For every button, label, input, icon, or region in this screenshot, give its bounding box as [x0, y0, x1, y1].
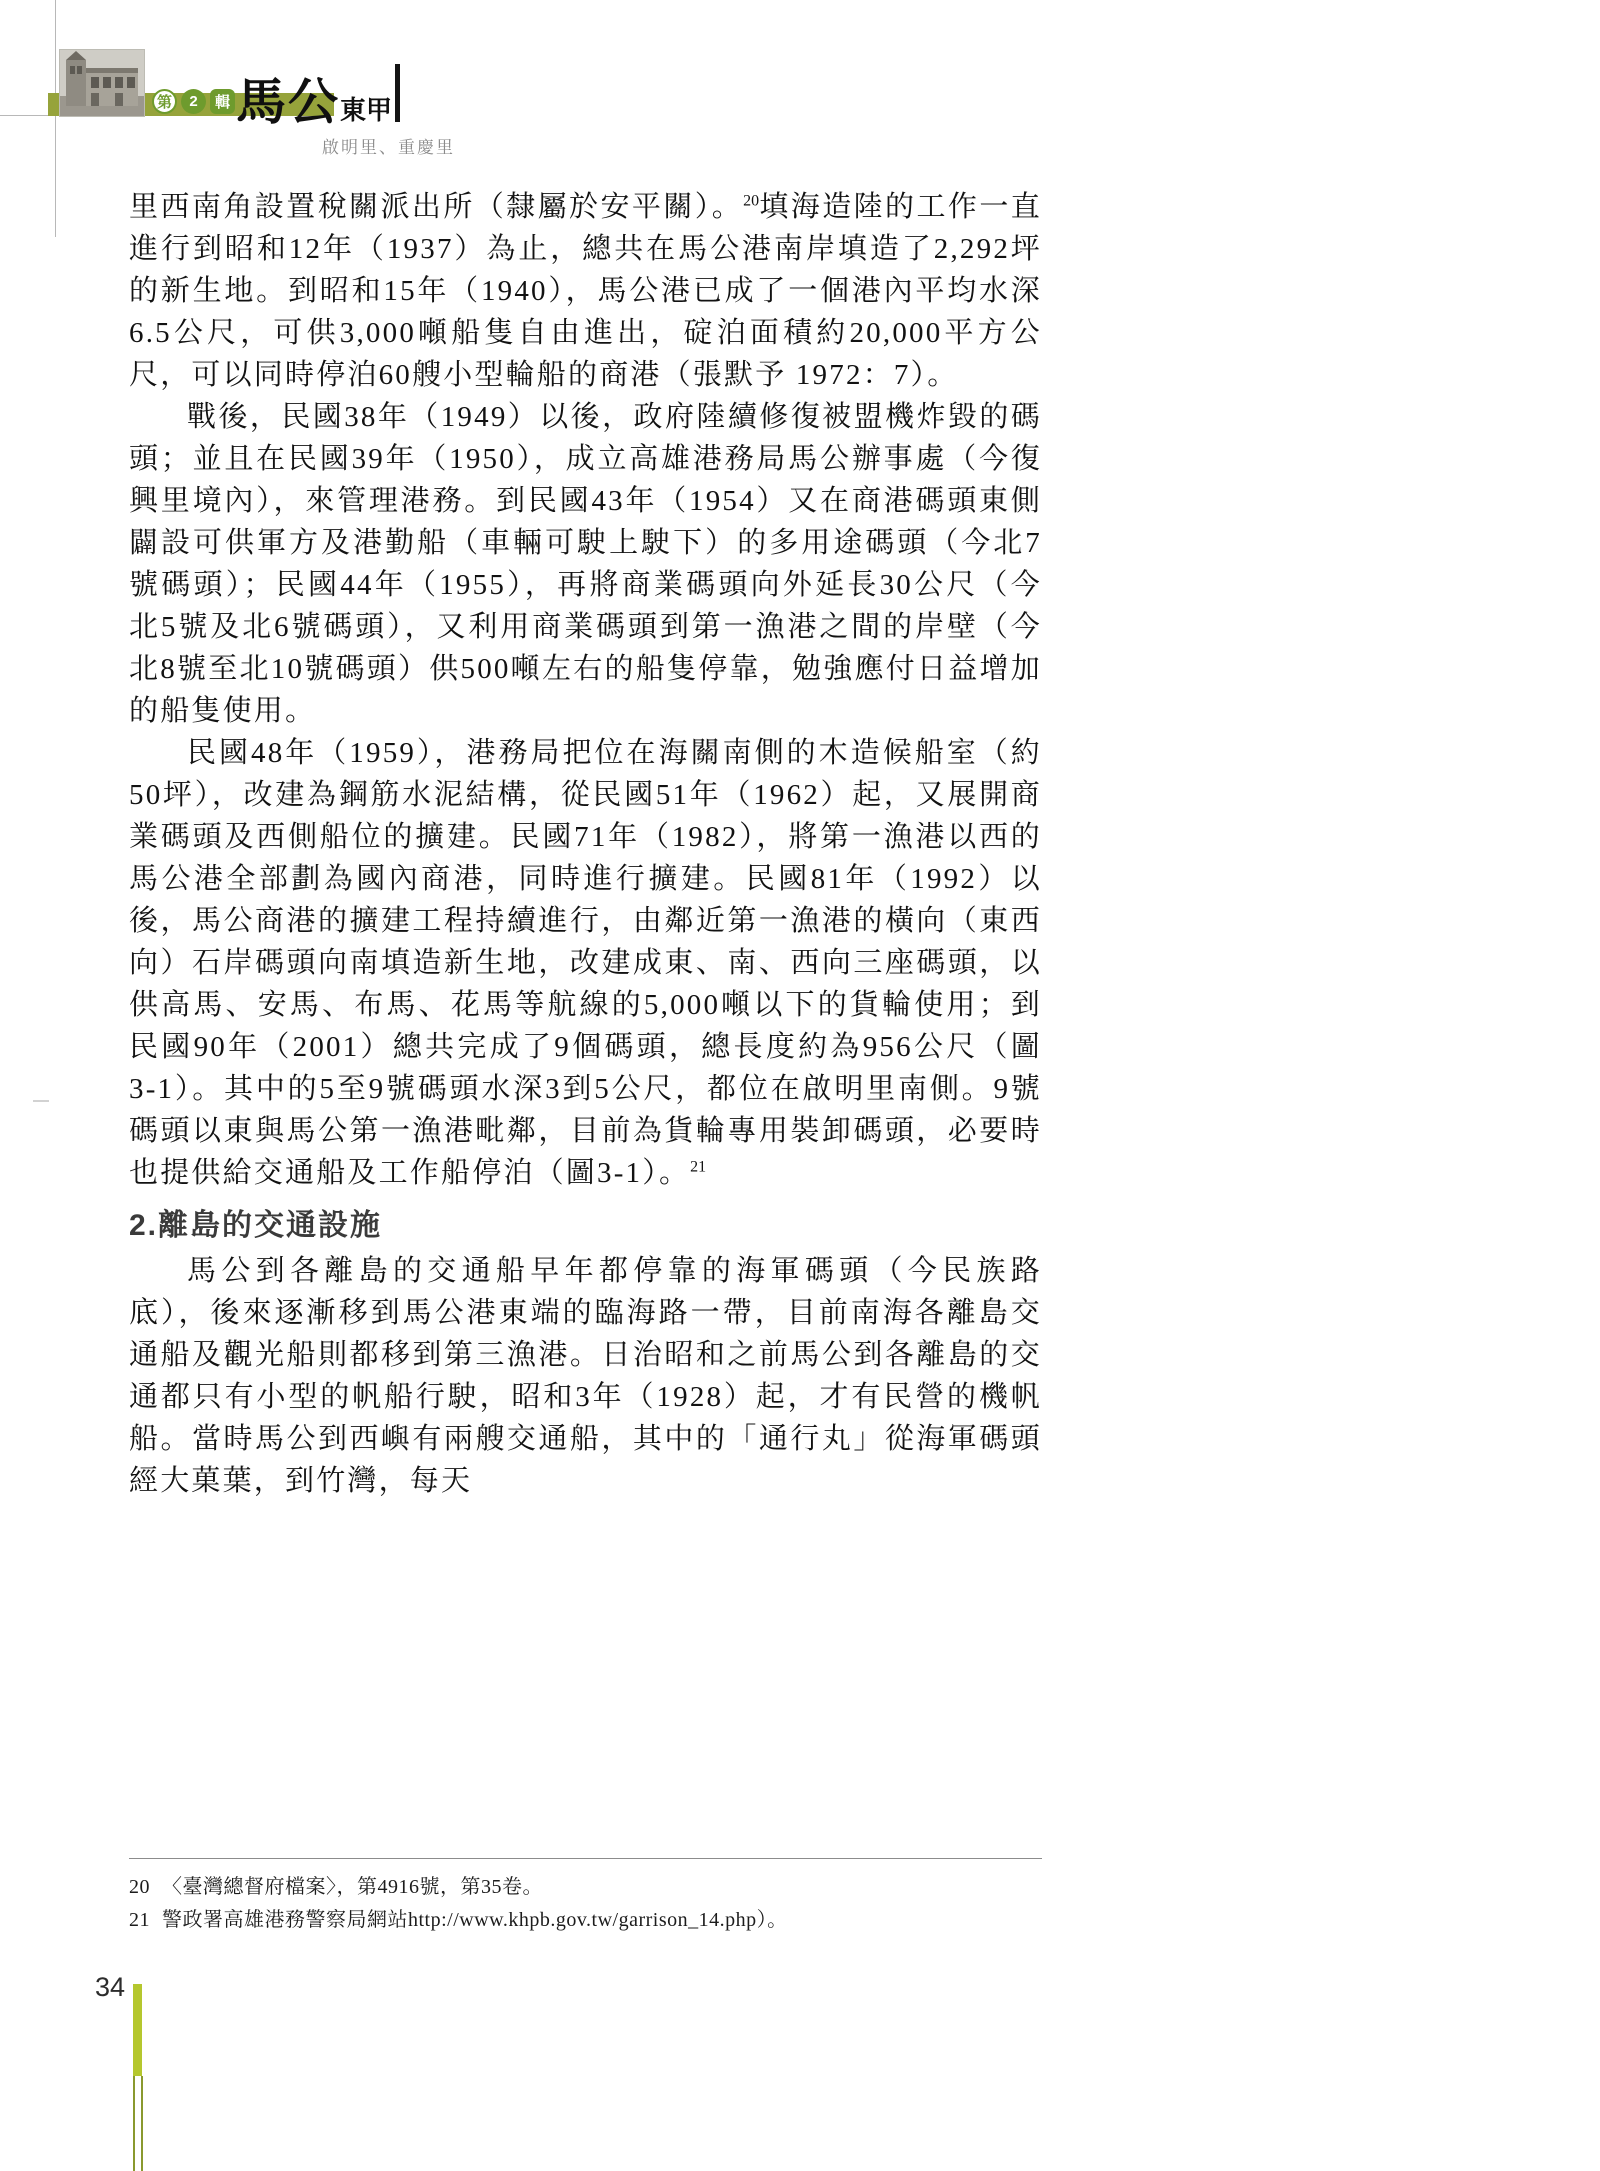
footnote-ref: 21	[690, 1158, 707, 1176]
book-title-main: 馬公	[236, 74, 340, 130]
series-badge	[152, 89, 235, 114]
margin-tick	[33, 1100, 49, 1102]
title-divider-rule	[395, 64, 400, 122]
section-heading: 2.離島的交通設施	[129, 1209, 383, 1242]
building-illustration	[60, 50, 144, 116]
footnote-20	[129, 1871, 1042, 1904]
footnote-number: 20	[129, 1876, 150, 1898]
footnote-21	[129, 1904, 1042, 1937]
paragraph-text: 戰後，民國38年（1949）以後，政府陸續修復被盟機炸毀的碼頭；並且在民國39年（1950），成立高雄港務局馬公辦事處（今復興里境內），來管理港務。到民國43年（1954）又在商港碼頭東側闢設可供軍方及港勤船（車輛可駛上駛下）的多用途碼頭（今北7號碼頭）；民國44年（1955），再將商業碼頭向外延長30公尺（今北5號及北6號碼頭），又利用商業碼頭到第一漁港之間的岸壁（今北8號至北10號碼頭）供500噸左右的船隻停靠，勉強應付日益增加的船隻使用。	[129, 401, 1042, 727]
footer-accent-line-left	[133, 2076, 135, 2171]
margin-horizontal-rule	[0, 115, 48, 116]
building-photo	[60, 50, 144, 116]
body-text	[129, 186, 1042, 1502]
margin-vertical-rule	[55, 0, 56, 237]
paragraph-text: 填海造陸的工作一直進行到昭和12年（1937）為止，總共在馬公港南岸填造了2,292坪的新生地。到昭和15年（1940），馬公港已成了一個港內平均水深6.5公尺，可供3,000噸船隻自由進出，碇泊面積約20,000平方公尺，可以同時停泊60艘小型輪船的商港（張默予 1972：7）。	[129, 191, 1042, 391]
footer-accent-bar	[133, 1984, 142, 2076]
paragraph-text: 馬公到各離島的交通船早年都停靠的海軍碼頭（今民族路底），後來逐漸移到馬公港東端的臨海路一帶，目前南海各離島交通船及觀光船則都移到第三漁港。日治昭和之前馬公到各離島的交通都只有小型的帆船行駛，昭和3年（1928）起，才有民營的機帆船。當時馬公到西嶼有兩艘交通船，其中的「通行丸」從海軍碼頭經大菓葉，到竹灣，每天	[129, 1255, 1042, 1497]
paragraph-text: 民國48年（1959），港務局把位在海關南側的木造候船室（約50坪），改建為鋼筋水泥結構，從民國51年（1962）起，又展開商業碼頭及西側船位的擴建。民國71年（1982），將第一漁港以西的馬公港全部劃為國內商港，同時進行擴建。民國81年（1992）以後，馬公商港的擴建工程持續進行，由鄰近第一漁港的橫向（東西向）石岸碼頭向南填造新生地，改建成東、南、西向三座碼頭，以供高馬、安馬、布馬、花馬等航線的5,000噸以下的貨輪使用；到民國90年（2001）總共完成了9個碼頭，總長度約為956公尺（圖3-1）。其中的5至9號碼頭水深3到5公尺，都位在啟明里南側。9號碼頭以東與馬公第一漁港毗鄰，目前為貨輪專用裝卸碼頭，必要時也提供給交通船及工作船停泊（圖3-1）。	[129, 737, 1042, 1189]
footnote-text: 警政署高雄港務警察局網站http://www.khpb.gov.tw/garrison_14.php）。	[162, 1909, 788, 1931]
paragraph-text: 里西南角設置稅關派出所（隸屬於安平關）。	[129, 191, 744, 223]
paragraph	[129, 186, 1042, 396]
badge-char-2: 2	[181, 89, 206, 114]
badge-char-3: 輯	[210, 89, 235, 114]
footer-accent-line-right	[141, 2076, 143, 2171]
paragraph	[129, 396, 1042, 732]
footnote-text: 〈臺灣總督府檔案〉，第4916號，第35卷。	[162, 1876, 543, 1898]
paragraph	[129, 732, 1042, 1194]
footnote-number: 21	[129, 1909, 150, 1931]
chapter-subtitle: 啟明里、重慶里	[322, 138, 455, 157]
page-number: 34	[95, 1972, 126, 2002]
footnote-ref: 20	[743, 192, 760, 210]
footnotes-section	[129, 1858, 1042, 1937]
book-title-sub: 東甲	[340, 96, 393, 125]
badge-char-1: 第	[152, 89, 177, 114]
paragraph	[129, 1250, 1042, 1502]
